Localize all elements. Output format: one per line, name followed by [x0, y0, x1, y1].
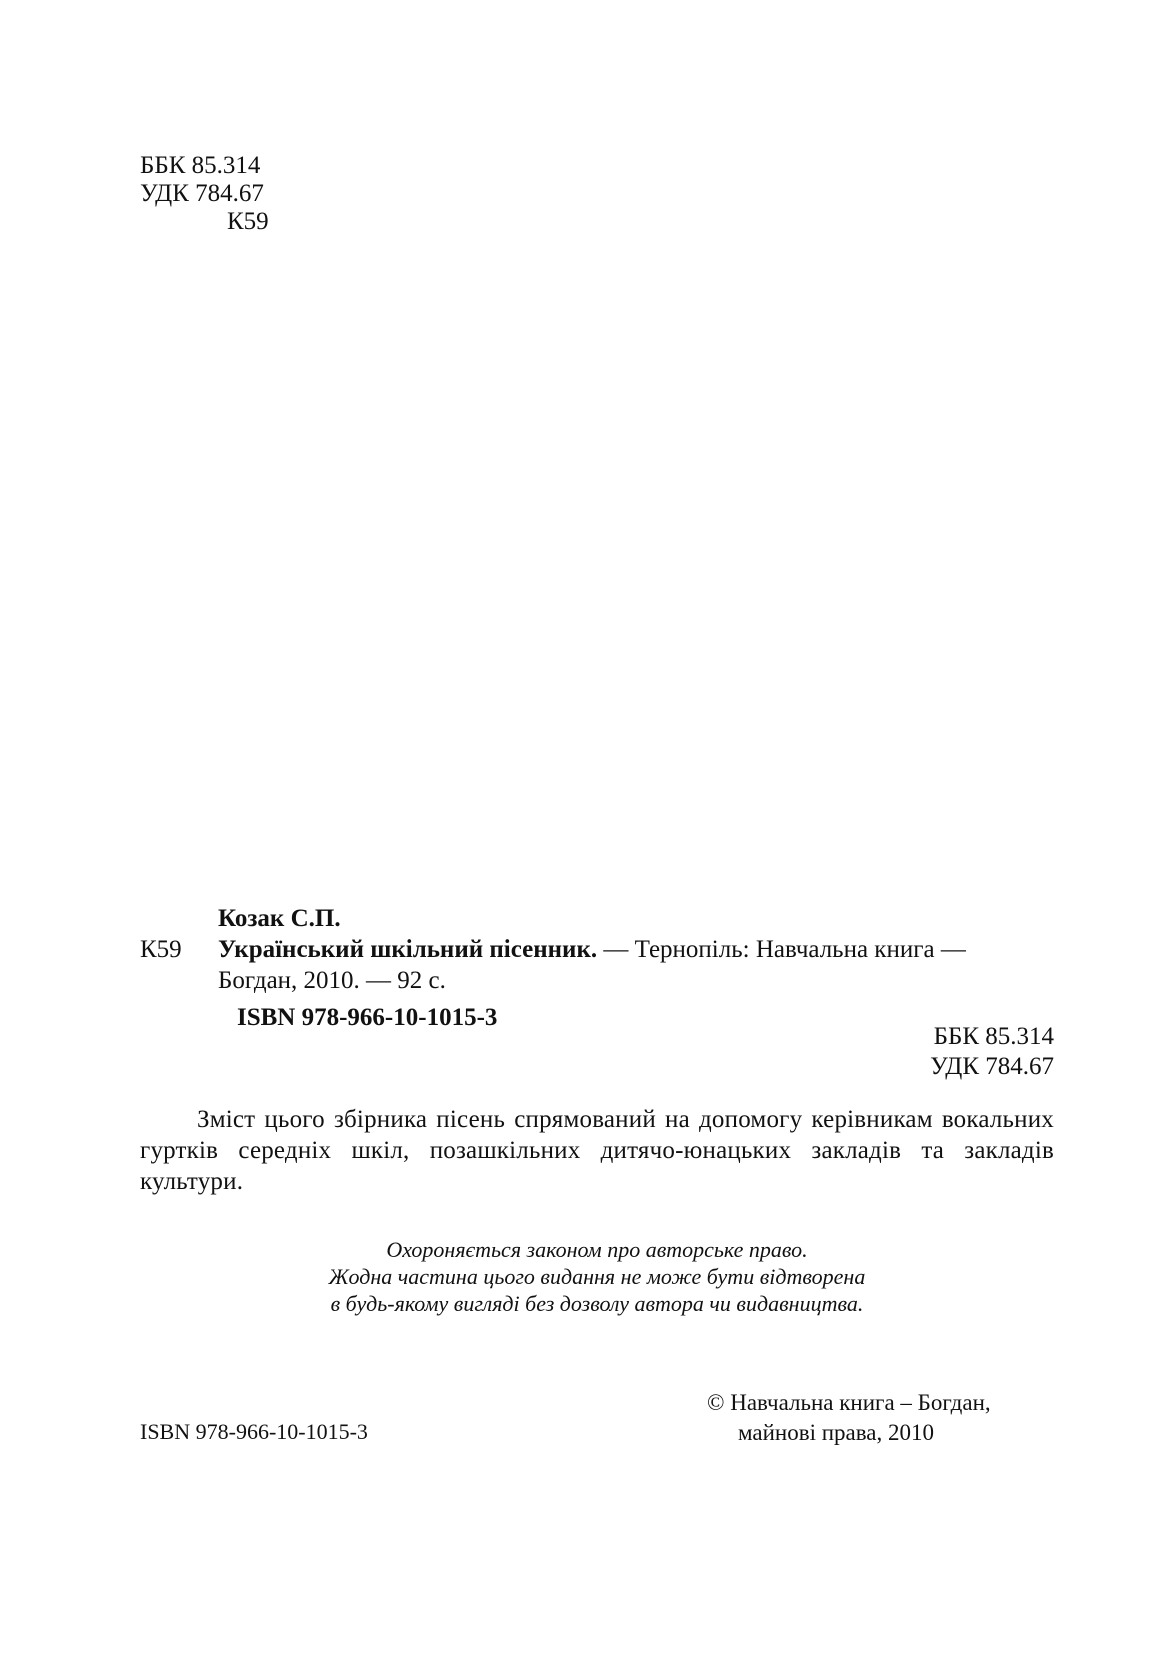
abstract-paragraph: Зміст цього збірника пісень спрямований на допомогу керівникам вокальних гуртків середніх шкіл, позашкільних дитячо-юнацьких закладів та закладів культури.: [140, 1106, 1054, 1195]
right-bbk-code: ББК 85.314: [933, 1023, 1054, 1050]
copyright-line1: © Навчальна книга – Богдан,: [707, 1390, 991, 1415]
copyright-notice-line2: Жодна частина цього видання не може бути відтворена: [328, 1264, 866, 1289]
right-udk-code: УДК 784.67: [930, 1053, 1054, 1080]
copyright-notice-line1: Охороняється законом про авторське право.: [386, 1237, 808, 1262]
record-isbn: ISBN 978-966-10-1015-3: [237, 1004, 498, 1031]
record-author: Козак С.П.: [218, 905, 341, 932]
copyright-notice: [140, 1236, 1054, 1317]
top-classification-block: [140, 152, 269, 236]
record-author-code: К59: [140, 936, 182, 963]
record-title: Український шкільний пісенник.: [218, 936, 598, 963]
copyright-holder: [707, 1388, 991, 1448]
record-title-line: [218, 936, 966, 964]
right-classification-block: [930, 1022, 1054, 1082]
record-publication-line1: — Тернопіль: Навчальна книга —: [597, 936, 966, 963]
top-bbk-code: ББК 85.314: [140, 152, 261, 179]
copyright-line2: майнові права, 2010: [738, 1420, 935, 1445]
copyright-notice-line3: в будь-якому вигляді без дозволу автора чи видавництва.: [330, 1291, 864, 1316]
bottom-isbn: ISBN 978-966-10-1015-3: [140, 1419, 368, 1444]
top-author-code: К59: [227, 208, 269, 235]
top-udk-code: УДК 784.67: [140, 180, 264, 207]
record-publication-line2: Богдан, 2010. — 92 с.: [218, 967, 446, 994]
